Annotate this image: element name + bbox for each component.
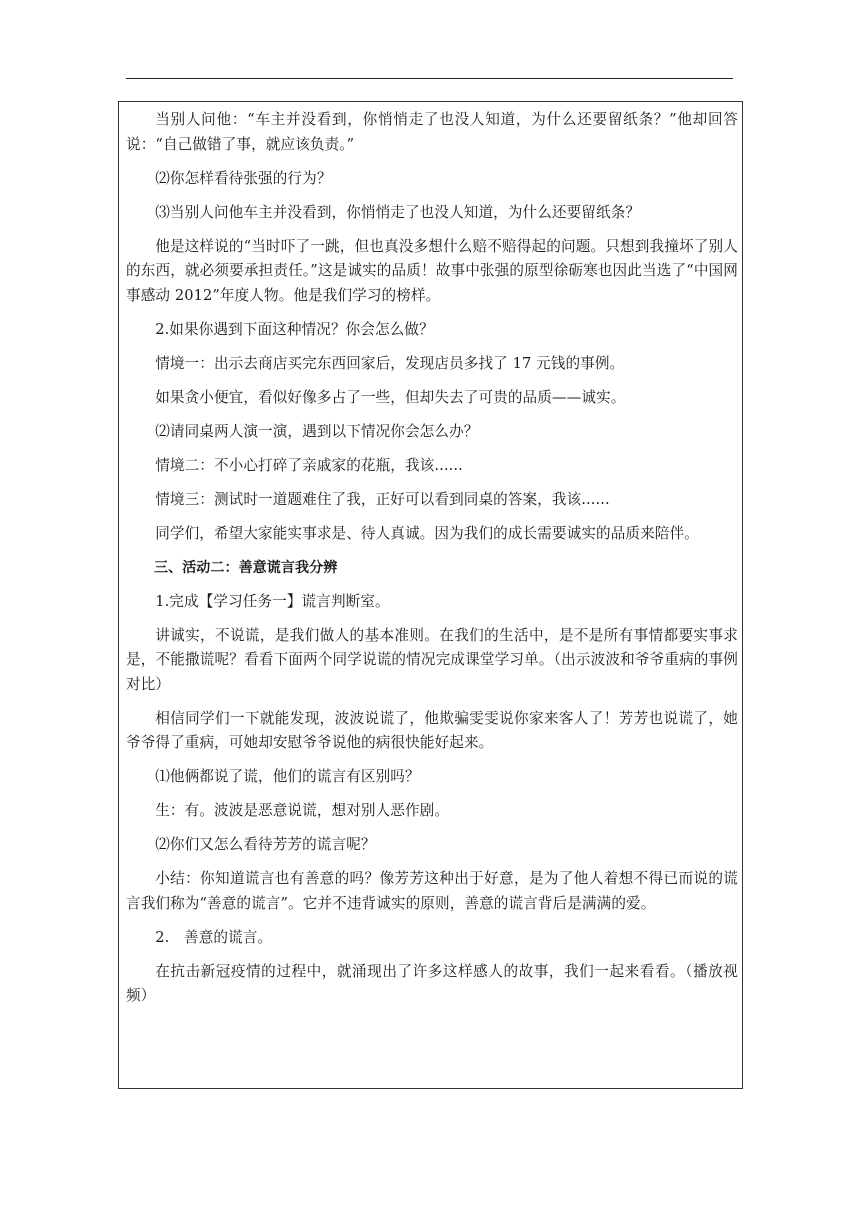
- question-difference: ⑴他俩都说了谎，他们的谎言有区别吗？: [155, 768, 420, 785]
- paragraph-summary: 同学们，希望大家能实事求是、待人真诚。因为我们的成长需要诚实的品质来陪伴。: [155, 524, 699, 542]
- section-item-2: 2.如果你遇到下面这种情况？你会怎么做？: [155, 320, 434, 338]
- question-roleplay: ⑵请同桌两人演一演，遇到以下情况你会怎么办？: [155, 422, 479, 440]
- question-3: ⑶当别人问他车主并没看到，你悄悄走了也没人知道，为什么还要留纸条？: [155, 203, 641, 221]
- section-item-white-lie: 2. 善意的谎言。: [155, 928, 273, 946]
- paragraph-conclusion: 小结：你知道谎言也有善意的吗？像芳芳这种出于好意，是为了他人着想不得已而说的谎言我们称为“善意的谎言”。它并不违背诚实的原则，善意的谎言背后是满满的爱。: [126, 870, 738, 912]
- question-fangfang: ⑵你们又怎么看待芳芳的谎言呢？: [155, 836, 376, 853]
- paragraph-comparison: 相信同学们一下就能发现，波波说谎了，他欺骗雯雯说你家来客人了！芳芳也说谎了，她爷爷得了重病，可她却安慰爷爷说他的病很快能好起来。: [126, 709, 738, 751]
- student-answer: 生：有。波波是恶意说谎，想对别人恶作剧。: [155, 802, 450, 819]
- section-heading-activity-2: 三、活动二：善意谎言我分辨: [154, 559, 338, 576]
- scenario-1: 情境一：出示去商店买完东西回家后，发现店员多找了 17 元钱的事例。: [155, 354, 625, 372]
- paragraph-1: 当别人问他：“车主并没看到，你悄悄走了也没人知道，为什么还要留纸条？”他却回答说：“自己做错了事，就应该负责。”: [126, 111, 738, 153]
- paragraph-explanation: 他是这样说的“当时吓了一跳，但也真没多想什么赔不赔得起的问题。只想到我撞坏了别人的东西，就必须要承担责任。”这是诚实的品质！故事中张强的原型徐砺寒也因此当选了“中国网事感动 2012”年度人物。他是我们学习的榜样。: [126, 237, 738, 304]
- task-1: 1.完成【学习任务一】谎言判断室。: [155, 592, 390, 610]
- scenario-2: 情境二：不小心打碎了亲戚家的花瓶，我该......: [155, 456, 463, 474]
- scenario-3: 情境三：测试时一道题难住了我，正好可以看到同桌的答案，我该......: [155, 490, 610, 508]
- paragraph-honesty: 讲诚实，不说谎，是我们做人的基本准则。在我们的生活中，是不是所有事情都要实事求是，不能撒谎呢？看看下面两个同学说谎的情况完成课堂学习单。（出示波波和爷爷重病的事例对比）: [126, 626, 738, 693]
- paragraph-covid: 在抗击新冠疫情的过程中，就涌现出了许多这样感人的故事，我们一起来看看。（播放视频）: [126, 962, 738, 1004]
- paragraph-greed: 如果贪小便宜，看似好像多占了一些，但却失去了可贵的品质——诚实。: [155, 388, 626, 406]
- lesson-content: [126, 108, 738, 1018]
- header-rule: [126, 78, 733, 79]
- question-2: ⑵你怎样看待张强的行为？: [155, 169, 332, 187]
